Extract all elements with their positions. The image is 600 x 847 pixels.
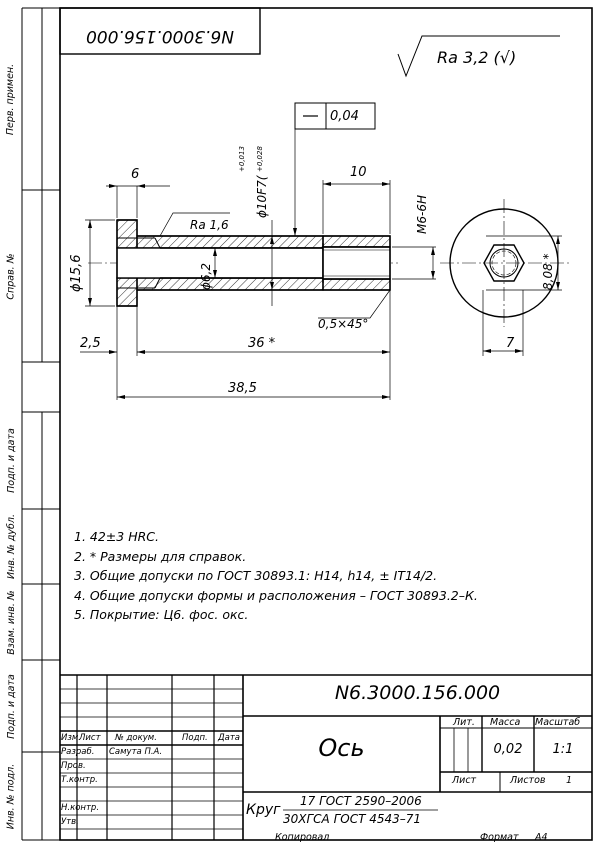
roughness-general: Ra 3,2 (√) — [437, 48, 517, 67]
material-top: 17 ГОСТ 2590–2006 — [300, 794, 422, 808]
note-3: 3. Общие допуски по ГОСТ 30893.1: H14, h14, ± IT14/2. — [74, 568, 438, 583]
dim-left-offset: 2,5 — [80, 336, 101, 351]
label-podp-data-1: Подп. и дата — [5, 428, 17, 493]
header-dokum: № докум. — [115, 733, 157, 743]
material-prefix: Круг — [246, 802, 281, 818]
dim-thread-length: 10 — [350, 165, 367, 180]
dim-hex-across: 8,08 * — [541, 253, 555, 290]
header-podp: Подп. — [182, 733, 208, 743]
part-section — [117, 220, 390, 306]
list-label: Лист — [452, 775, 477, 786]
listov-label: Листов — [510, 775, 546, 786]
nkontr-label: Н.контр. — [61, 803, 100, 813]
tkontr-label: Т.контр. — [61, 775, 98, 785]
label-podp-data-2: Подп. и дата — [5, 673, 17, 739]
listov-value: 1 — [566, 775, 573, 786]
utv-label: Утв. — [61, 817, 79, 827]
dim-fit-diameter: ϕ10F7( — [255, 175, 269, 218]
dim-bore-diameter: ϕ6,2 — [199, 263, 213, 290]
dim-head-diameter: ϕ15,6 — [69, 254, 84, 292]
dim-head-width: 6 — [131, 167, 140, 182]
razrab-label: Разраб. — [61, 747, 95, 757]
note-1: 1. 42±3 HRC. — [74, 529, 159, 544]
razrab-name: Самута П.А. — [109, 747, 163, 757]
dim-thread: M6-6H — [415, 195, 429, 234]
material-bottom: 30ХГСА ГОСТ 4543–71 — [283, 812, 422, 826]
part-name: Ось — [318, 734, 365, 762]
label-inv-dubl: Инв. № дубл. — [5, 514, 17, 579]
designation-rotated: N6.3000.156.000 — [86, 26, 234, 46]
note-2: 2. * Размеры для справок. — [74, 548, 247, 564]
massa-label: Масса — [490, 717, 521, 728]
label-vzam-inv: Взам. инв. № — [5, 589, 17, 655]
header-list: Лист — [79, 733, 101, 743]
flatness-value: 0,04 — [330, 109, 359, 124]
format-label: Формат — [480, 832, 519, 843]
prov-label: Пров. — [61, 761, 86, 771]
dim-hex-size: 7 — [506, 336, 515, 351]
dim-chamfer: 0,5×45° — [318, 317, 369, 331]
header-data: Дата — [218, 733, 241, 743]
dim-fit-lower: +0,028 — [256, 146, 264, 172]
title-designation: N6.3000.156.000 — [334, 682, 501, 704]
technical-notes — [74, 527, 514, 625]
header-izm: Изм. — [61, 733, 81, 743]
note-4: 4. Общие допуски формы и расположения – ГОСТ 30893.2–К. — [74, 587, 478, 603]
lit-label: Лит. — [453, 717, 475, 728]
label-inv-podl: Инв. № подл. — [5, 763, 17, 829]
kopiroval: Копировал — [275, 832, 330, 843]
massa-value: 0,02 — [493, 742, 523, 757]
masshtab-value: 1:1 — [552, 742, 574, 757]
dim-length-ref: 36 * — [248, 336, 276, 351]
roughness-local: Ra 1,6 — [190, 218, 229, 232]
note-5: 5. Покрытие: Ц6. фос. окс. — [74, 607, 249, 622]
format-value: А4 — [535, 832, 548, 843]
dim-fit-upper: +0,013 — [238, 146, 246, 172]
label-perv-primen: Перв. примен. — [5, 63, 17, 135]
dim-total-length: 38,5 — [228, 381, 257, 396]
dimension-texts — [69, 26, 555, 396]
label-sprav-no: Справ. № — [5, 252, 17, 300]
masshtab-label: Масштаб — [535, 717, 581, 728]
